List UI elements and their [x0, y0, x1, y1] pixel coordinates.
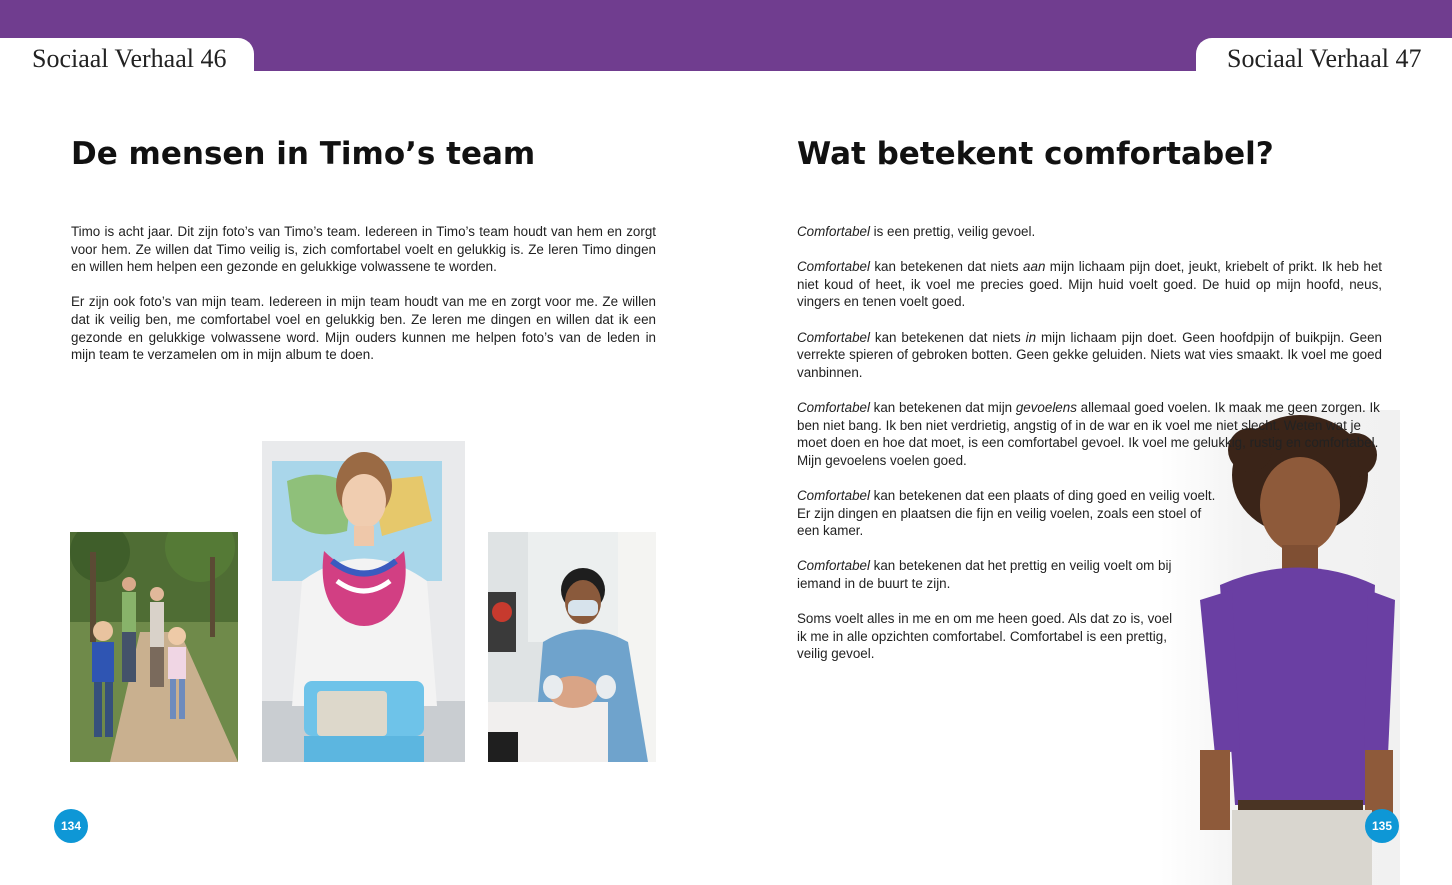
right-paragraph-2: Comfortabel kan betekenen dat niets aan mijn lichaam pijn doet, jeukt, kriebelt of prikt. Ik heb het niet koud of heet, ik voel me precies goed. Mijn huid voelt goed. De huid op mijn hoofd, neus, vingers en tenen voelt goed.: [797, 259, 1382, 310]
left-page-heading: De mensen in Timo’s team: [71, 136, 536, 172]
left-story-title: Sociaal Verhaal 46: [32, 44, 227, 73]
right-page-body: [797, 223, 1382, 680]
right-paragraph-3: Comfortabel kan betekenen dat niets in mijn lichaam pijn doet. Geen hoofdpijn of buikpijn. Geen verrekte spieren of gebroken botten. Geen gekke geluiden. Niets wat vies smaakt. Ik voel me goed vanbinnen.: [797, 329, 1383, 380]
left-page-number: 134: [54, 809, 88, 843]
family-running-photo: [70, 532, 238, 762]
dentist-photo: [488, 532, 656, 762]
right-paragraph-4: Comfortabel kan betekenen dat mijn gevoelens allemaal goed voelen. Ik maak me geen zorgen. Ik ben niet bang. Ik ben niet verdrietig, angstig of in de war en ik voel me niet slecht. Weten wat je moet doen en hoe dat moet, is een comfortabel gevoel. Ik voel me gelukkig, rustig en comfortabel. Mijn gevoelens voelen goed.: [797, 399, 1380, 468]
teacher-photo: [262, 441, 465, 762]
right-paragraph-6: Comfortabel kan betekenen dat het prettig en veilig voelt om bij iemand in de buurt te zijn.: [797, 558, 1172, 591]
right-paragraph-1: Comfortabel is een prettig, veilig gevoel.: [797, 224, 1036, 239]
right-page-heading: Wat betekent comfortabel?: [797, 136, 1274, 172]
left-paragraph-1: Timo is acht jaar. Dit zijn foto’s van Timo’s team. Iedereen in Timo’s team houdt van hem en zorgt voor hem. Ze willen dat Timo veilig is, zich comfortabel voelt en gelukkig is. Ze leren Timo dingen en willen hem helpen een gezonde en gelukkige volwassene te worden.: [71, 224, 656, 275]
right-page-number: 135: [1365, 809, 1399, 843]
left-paragraph-2: Er zijn ook foto’s van mijn team. Iedereen in mijn team houdt van me en zorgt voor me. Ze willen dat ik veilig ben, me comfortabel voel en gelukkig ben. Ze leren me dingen en willen dat ik een gezonde en gelukkige volwassene word. Mijn ouders kunnen me helpen foto’s van de leden in mijn team te verzamelen om in mijn album te doen.: [71, 294, 656, 363]
right-paragraph-5: Comfortabel kan betekenen dat een plaats of ding goed en veilig voelt. Er zijn dingen en plaatsen die fijn en veilig voelen, zoals een stoel of een kamer.: [797, 487, 1216, 539]
left-page-body: [71, 223, 656, 381]
right-paragraph-7: Soms voelt alles in me en om me heen goed. Als dat zo is, voel ik me in alle opzichten comfortabel. Comfortabel is een prettig, veilig gevoel.: [797, 611, 1173, 662]
right-story-title: Sociaal Verhaal 47: [1227, 44, 1422, 73]
